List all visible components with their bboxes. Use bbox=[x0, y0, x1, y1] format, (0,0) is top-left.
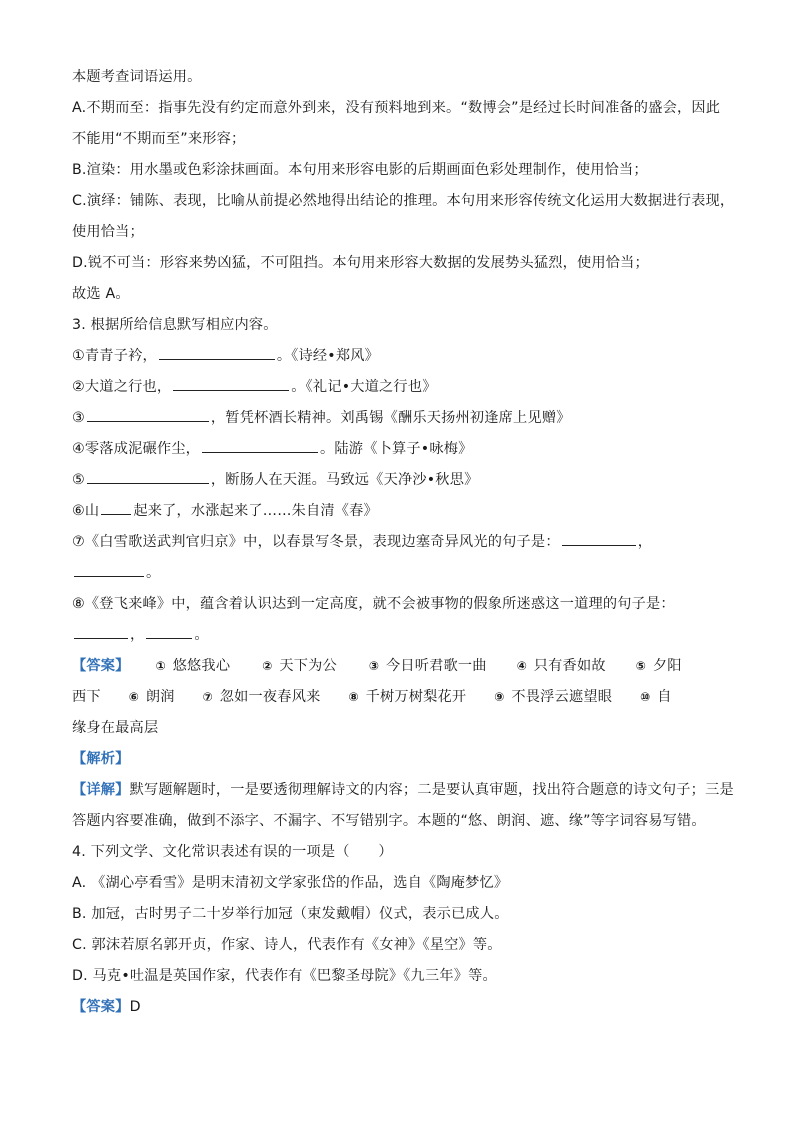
question-3-item-1 bbox=[72, 341, 732, 372]
text-line: 使用恰当； bbox=[72, 224, 144, 240]
text-line: D.锐不可当：形容来势凶猛，不可阻挡。本句用来形容大数据的发展势头猛烈，使用恰当； bbox=[72, 255, 649, 271]
question-4-stem: 4. 下列文学、文化常识表述有误的一项是（ ） bbox=[72, 844, 393, 860]
fill-blank[interactable] bbox=[159, 345, 275, 360]
analysis-3-detail-2: 答题内容要准确，做到不添字、不漏字、不写错别字。本题的“悠、朗润、遮、缘”等字词容易写错。 bbox=[72, 813, 706, 829]
fill-blank[interactable] bbox=[74, 624, 128, 639]
text-line: B.渲染：用水墨或色彩涂抹画面。本句用来形容电影的后期画面色彩处理制作，使用恰当； bbox=[72, 162, 648, 178]
answer-item bbox=[640, 682, 671, 713]
answer-text: 不畏浮云遮望眼 bbox=[511, 689, 613, 705]
item-text: 起来了，水涨起来了……朱自清《春》 bbox=[133, 503, 378, 519]
question-3-item-7 bbox=[72, 527, 732, 558]
detail-tag: 【详解】 bbox=[72, 782, 130, 798]
text-line: 故选 A。 bbox=[72, 286, 130, 302]
question-4-option-b: B. 加冠，古时男子二十岁举行加冠（束发戴帽）仪式，表示已成人。 bbox=[72, 906, 509, 922]
text-line: 本题考查词语运用。 bbox=[72, 69, 202, 85]
fill-blank[interactable] bbox=[173, 376, 289, 391]
item-text: 。 bbox=[146, 565, 161, 581]
answer-3-row-3: 缘身在最高层 bbox=[72, 720, 159, 736]
answer-text: 今日听君歌一曲 bbox=[385, 658, 487, 674]
item-text: ④零落成泥碾作尘， bbox=[72, 441, 201, 457]
answer-number: ③ bbox=[368, 659, 380, 673]
answer-number: ⑤ bbox=[635, 659, 647, 673]
answer-number: ⑥ bbox=[128, 690, 140, 704]
question-3-item-4 bbox=[72, 434, 732, 465]
answer-text: 千树万树梨花开 bbox=[365, 689, 467, 705]
item-text: ，断肠人在天涯。马致远《天净沙•秋思》 bbox=[210, 472, 479, 488]
analysis-3-heading bbox=[72, 744, 732, 775]
answer-text: 悠悠我心 bbox=[172, 658, 231, 674]
answer-number: ① bbox=[155, 659, 166, 673]
text-line: A.不期而至：指事先没有约定而意外到来，没有预料地到来。“数博会”是经过长时间准备的盛会，因此 bbox=[72, 100, 721, 116]
item-text: ，暂凭杯酒长精神。刘禹锡《酬乐天扬州初逢席上见赠》 bbox=[210, 410, 571, 426]
detail-text: 默写题解题时，一是要透彻理解诗文的内容；二是要认真审题，找出符合题意的诗文句子；三是 bbox=[129, 782, 734, 798]
answer-3-row-2 bbox=[72, 682, 732, 713]
fill-blank[interactable] bbox=[202, 438, 318, 453]
answer-text: 忽如一夜春风来 bbox=[219, 689, 321, 705]
document-page bbox=[72, 62, 735, 1023]
answer-item bbox=[369, 651, 487, 682]
item-text: 。陆游《卜算子•咏梅》 bbox=[320, 441, 473, 457]
question-3-stem: 3. 根据所给信息默写相应内容。 bbox=[72, 317, 278, 333]
fill-blank[interactable] bbox=[87, 469, 209, 484]
fill-blank[interactable] bbox=[74, 562, 144, 577]
answer-item bbox=[262, 651, 337, 682]
question-3-item-2 bbox=[72, 372, 732, 403]
question-3-item-6 bbox=[72, 496, 732, 527]
fill-blank[interactable] bbox=[146, 624, 192, 639]
question-3-item-8 bbox=[72, 589, 732, 620]
item-text: ， bbox=[637, 534, 653, 550]
answer-text: 朗润 bbox=[145, 689, 175, 705]
analysis-3-detail-1 bbox=[72, 775, 732, 806]
item-text: ⑧《登飞来峰》中，蕴含着认识达到一定高度，就不会被事物的假象所迷惑这一道理的句子是： bbox=[72, 596, 675, 612]
answer-text: 天下为公 bbox=[279, 658, 337, 674]
answer-number: ② bbox=[262, 659, 273, 673]
answer-value: D bbox=[129, 999, 141, 1015]
question-4-answer bbox=[72, 992, 732, 1023]
question-3-item-7-cont bbox=[72, 558, 732, 589]
answer-item bbox=[156, 651, 231, 682]
answer-number: ⑧ bbox=[348, 690, 359, 704]
item-text: ， bbox=[130, 627, 145, 643]
answer-text: 自 bbox=[657, 689, 672, 705]
item-text: ⑥山 bbox=[72, 503, 100, 519]
answer-item bbox=[636, 651, 682, 682]
answer-item bbox=[494, 682, 612, 713]
question-4-option-d: D. 马克•吐温是英国作家，代表作有《巴黎圣母院》《九三年》等。 bbox=[72, 968, 497, 984]
question-4-option-a: A. 《湖心亭看雪》是明末清初文学家张岱的作品，选自《陶庵梦忆》 bbox=[72, 875, 509, 891]
answer-item bbox=[517, 651, 606, 682]
answer-text: 夕阳 bbox=[652, 658, 682, 674]
answer-item bbox=[348, 682, 466, 713]
item-text: ③ bbox=[72, 410, 85, 426]
answer-tag: 【答案】 bbox=[72, 658, 130, 674]
fill-blank[interactable] bbox=[101, 500, 131, 515]
question-3-item-8-cont bbox=[72, 620, 732, 651]
answer-text: 西下 bbox=[72, 689, 101, 705]
answer-3-row-1 bbox=[72, 651, 732, 682]
answer-item bbox=[203, 682, 321, 713]
text-line: 不能用“不期而至”来形容； bbox=[72, 131, 246, 147]
answer-number: ④ bbox=[516, 659, 528, 673]
answer-item bbox=[129, 682, 175, 713]
answer-number: ⑨ bbox=[494, 690, 505, 704]
question-3-item-5 bbox=[72, 465, 732, 496]
text-line: C.演绎：铺陈、表现，比喻从前提必然地得出结论的推理。本句用来形容传统文化运用大数据进行表现， bbox=[72, 193, 735, 209]
item-text: ⑤ bbox=[72, 472, 85, 488]
answer-number: ⑦ bbox=[202, 690, 214, 704]
fill-blank[interactable] bbox=[87, 407, 209, 422]
question-4-option-c: C. 郭沫若原名郭开贞，作家、诗人，代表作有《女神》《星空》等。 bbox=[72, 937, 502, 953]
answer-number: ⑩ bbox=[640, 690, 651, 704]
item-text: 。《诗经•郑风》 bbox=[276, 348, 380, 364]
question-3-item-3 bbox=[72, 403, 732, 434]
item-text: ②大道之行也， bbox=[72, 379, 172, 395]
item-text: ①青青子衿， bbox=[72, 348, 157, 364]
item-text: 。《礼记•大道之行也》 bbox=[291, 379, 437, 395]
fill-blank[interactable] bbox=[562, 531, 636, 546]
answer-text: 只有香如故 bbox=[533, 658, 606, 674]
analysis-tag: 【解析】 bbox=[72, 751, 130, 767]
item-text: 。 bbox=[194, 627, 209, 643]
answer-tag: 【答案】 bbox=[72, 999, 130, 1015]
item-text: ⑦《白雪歌送武判官归京》中，以春景写冬景，表现边塞奇异风光的句子是： bbox=[72, 534, 560, 550]
